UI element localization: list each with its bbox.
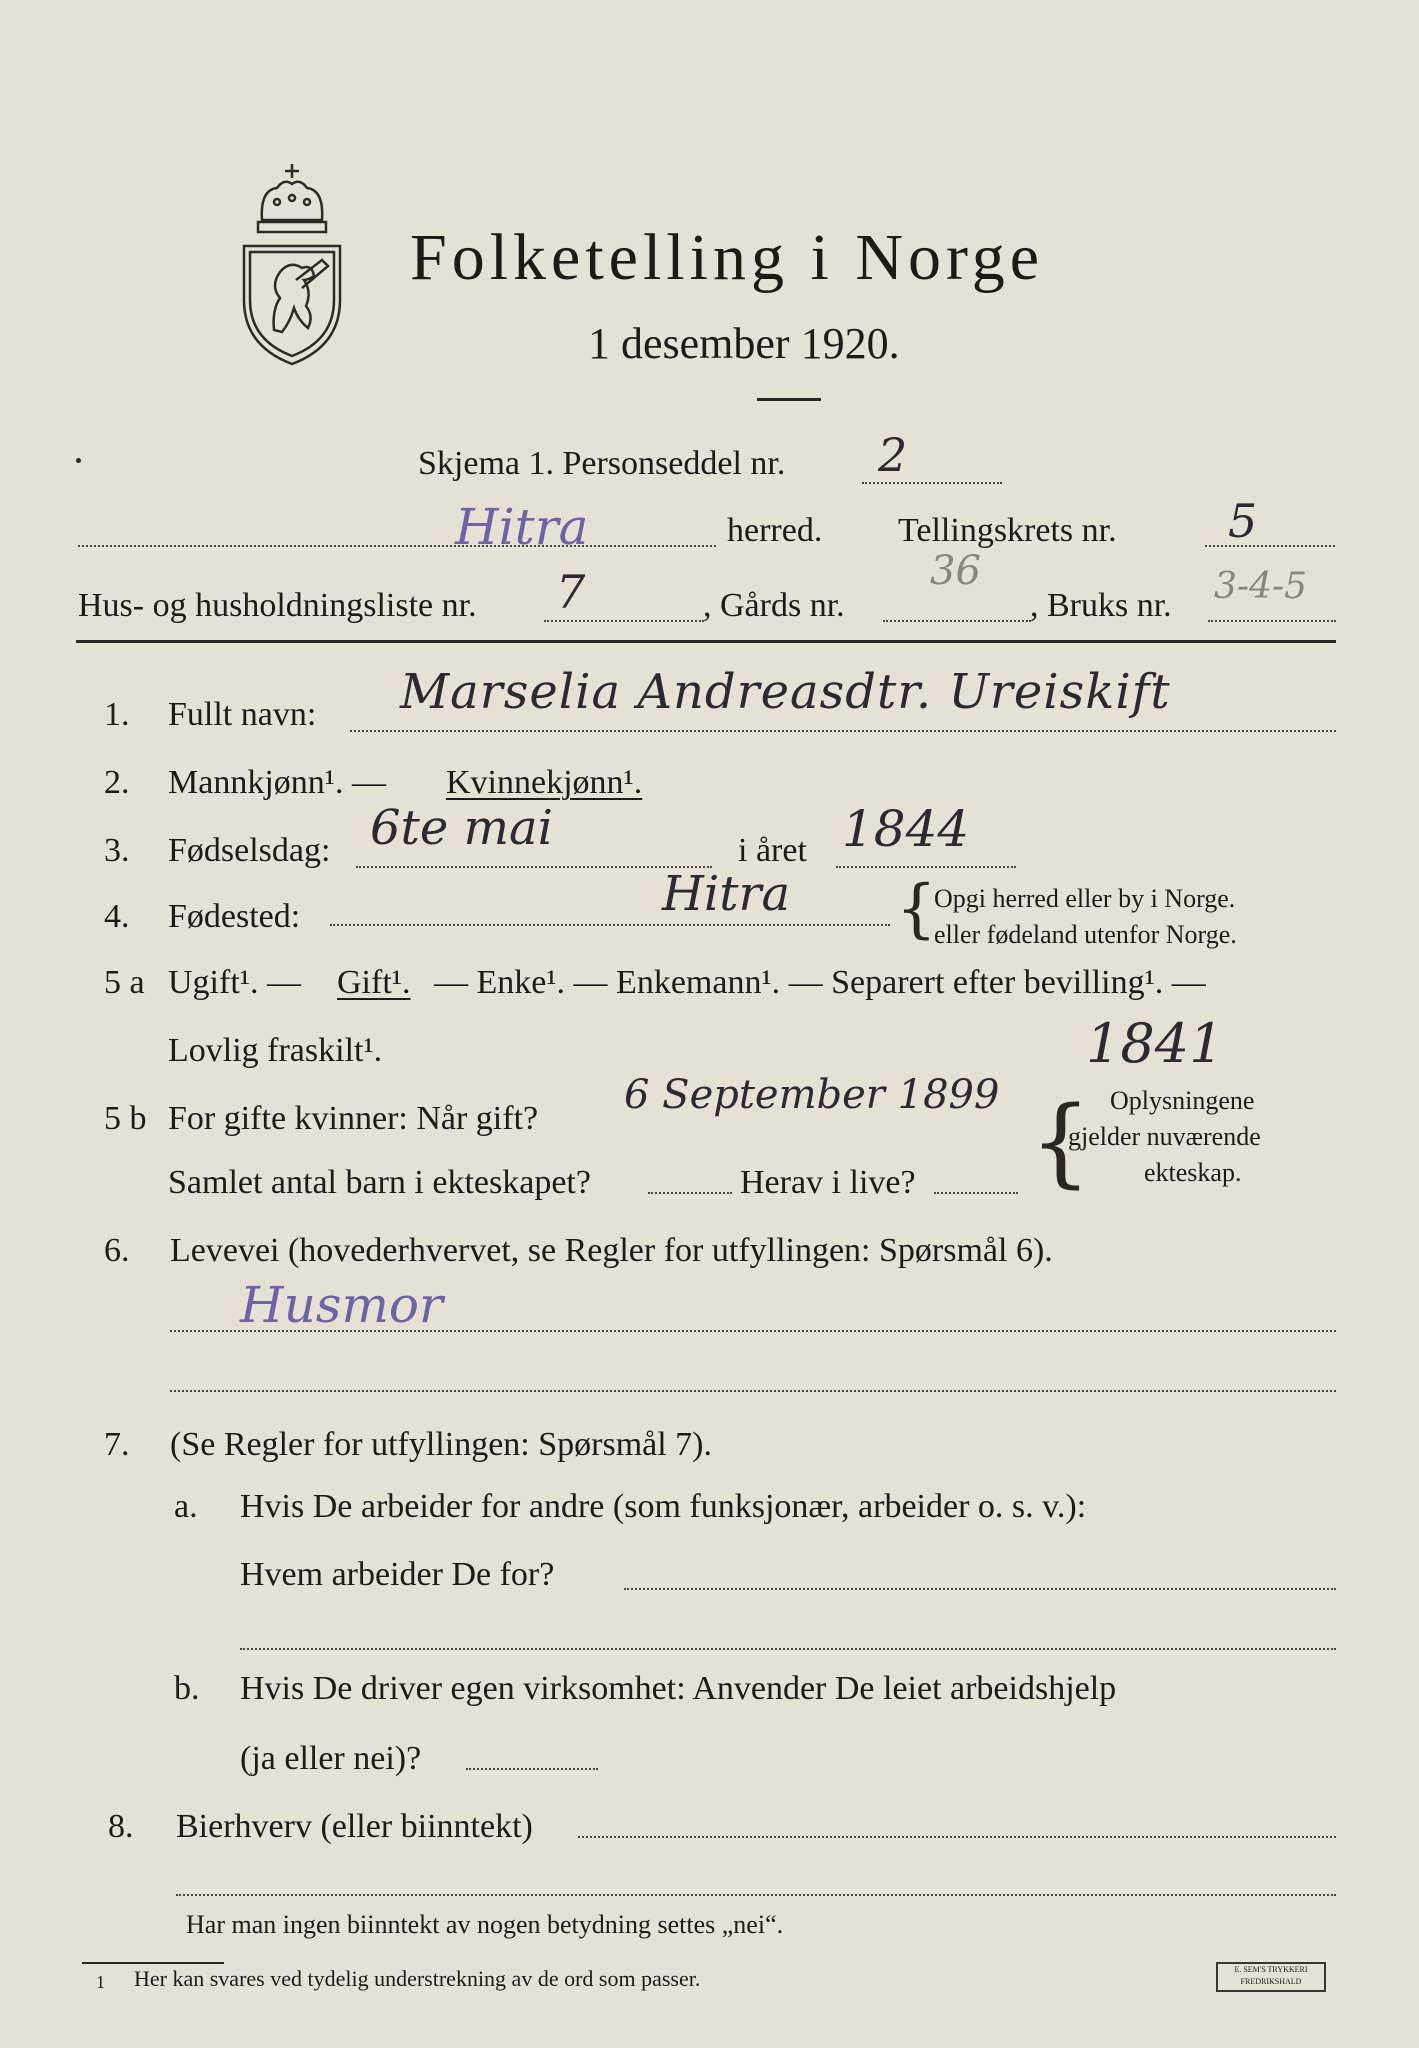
tellingskrets-label: Tellingskrets nr.: [898, 512, 1117, 549]
q1-number: 1.: [104, 696, 130, 733]
title-rule: [757, 398, 821, 401]
bruks-line: [1208, 620, 1336, 622]
q4-brace: {: [896, 872, 937, 946]
full-name-value: Marselia Andreasdtr. Ureiskift: [400, 664, 1171, 720]
q5b-number: 5 b: [104, 1100, 147, 1137]
schema-label: Skjema 1. Personseddel nr.: [418, 445, 786, 482]
gards-label: , Gårds nr.: [703, 587, 845, 624]
q8-line1: [578, 1836, 1336, 1838]
q8-line2: [176, 1894, 1336, 1896]
q5b-brace: {: [1030, 1086, 1092, 1198]
q3-year-line: [836, 866, 1016, 868]
q4-number: 4.: [104, 898, 130, 935]
header-divider: [76, 640, 1336, 643]
gards-line: [883, 620, 1031, 622]
q1-label: Fullt navn:: [168, 696, 317, 733]
q5a-ugift-option: Ugift¹. —: [168, 964, 301, 1001]
census-date: 1 desember 1920.: [588, 319, 900, 368]
q8-number: 8.: [108, 1808, 134, 1845]
q4-label: Fødested:: [168, 898, 301, 935]
printer-stamp-line2: FREDRIKSHALD: [1240, 1977, 1302, 1986]
q6-line1: [170, 1330, 1336, 1332]
q5b-children-label: Samlet antal barn i ekteskapet?: [168, 1164, 591, 1201]
bruks-number: 3-4-5: [1214, 566, 1308, 607]
footnote-mark: 1: [96, 1972, 105, 1992]
herred-label: herred.: [727, 512, 823, 549]
q7-label: (Se Regler for utfyllingen: Spørsmål 7).: [170, 1426, 713, 1463]
birth-year-value: 1844: [842, 800, 970, 858]
margin-dot: [76, 458, 81, 463]
printer-stamp-line1: E. SEM'S TRYKKERI: [1234, 1965, 1308, 1974]
tellingskrets-number: 5: [1228, 494, 1258, 548]
schema-number-line: [862, 482, 1002, 484]
q5b-note-line3: ekteskap.: [1144, 1158, 1242, 1187]
birthplace-value: Hitra: [662, 866, 791, 922]
q2-number: 2.: [104, 764, 130, 801]
q5b-note-line2: gjelder nuværende: [1068, 1122, 1261, 1151]
q7a-label: Hvis De arbeider for andre (som funksjonær, arbeider o. s. v.):: [240, 1488, 1087, 1525]
q6-label: Levevei (hovederhvervet, se Regler for utfyllingen: Spørsmål 6).: [170, 1232, 1053, 1269]
q7b-label: Hvis De driver egen virksomhet: Anvender De leiet arbeidshjelp: [240, 1670, 1117, 1707]
q7b-sub-label: (ja eller nei)?: [240, 1740, 422, 1777]
q2-female-option: Kvinnekjønn¹.: [446, 764, 643, 801]
q3-label: Fødselsdag:: [168, 832, 331, 869]
q8-label: Bierhverv (eller biinntekt): [176, 1808, 533, 1845]
q5a-other-options: — Enke¹. — Enkemann¹. — Separert efter bevilling¹. —: [434, 964, 1206, 1001]
q5a-line2: Lovlig fraskilt¹.: [168, 1032, 383, 1069]
q7-number: 7.: [104, 1426, 130, 1463]
q6-number: 6.: [104, 1232, 130, 1269]
q4-note-line1: Opgi herred eller by i Norge.: [934, 884, 1236, 913]
footer-note: Har man ingen biinntekt av nogen betydning settes „nei“.: [186, 1910, 784, 1939]
q7b-line: [466, 1768, 598, 1770]
q4-note-line2: eller fødeland utenfor Norge.: [934, 920, 1237, 949]
q7a-sub-label: Hvem arbeider De for?: [240, 1556, 555, 1593]
q5a-note-value: 1841: [1086, 1012, 1224, 1075]
q5a-gift-option: Gift¹.: [337, 964, 411, 1001]
coat-of-arms-icon: [232, 160, 352, 368]
q6-line2: [170, 1390, 1336, 1392]
form-title: Folketelling i Norge: [410, 221, 1045, 294]
hus-number: 7: [556, 565, 586, 619]
herred-line: [78, 545, 716, 547]
hus-line: [544, 620, 704, 622]
printer-stamp: [1216, 1962, 1326, 1992]
q7a-line1: [624, 1588, 1336, 1590]
birth-day-value: 6te mai: [370, 800, 553, 856]
herred-value: Hitra: [455, 498, 589, 556]
q3-day-line: [356, 866, 712, 868]
q3-year-label: i året: [738, 832, 807, 869]
occupation-value: Husmor: [240, 1276, 443, 1334]
hus-label: Hus- og husholdningsliste nr.: [78, 587, 477, 624]
krets-line: [1205, 545, 1335, 547]
q5b-note-line1: Oplysningene: [1110, 1086, 1255, 1115]
q5b-children-line: [648, 1192, 732, 1194]
q4-line: [330, 924, 890, 926]
q5b-alive-line: [934, 1192, 1018, 1194]
marriage-date-value: 6 September 1899: [624, 1072, 1000, 1118]
q3-number: 3.: [104, 832, 130, 869]
bruks-label: , Bruks nr.: [1030, 587, 1172, 624]
q5b-alive-label: Herav i live?: [740, 1164, 916, 1201]
q7b-letter: b.: [174, 1670, 200, 1707]
q2-male-option: Mannkjønn¹. —: [168, 764, 386, 801]
q7a-letter: a.: [174, 1488, 198, 1525]
footnote-rule: [82, 1962, 224, 1964]
q7a-line2: [240, 1648, 1336, 1650]
footnote-text: Her kan svares ved tydelig understrekning av de ord som passer.: [134, 1966, 701, 1991]
q5b-label: For gifte kvinner: Når gift?: [168, 1100, 539, 1137]
q5a-number: 5 a: [104, 964, 145, 1001]
q1-line: [350, 730, 1336, 732]
gards-number: 36: [930, 548, 981, 594]
schema-number: 2: [878, 428, 908, 482]
